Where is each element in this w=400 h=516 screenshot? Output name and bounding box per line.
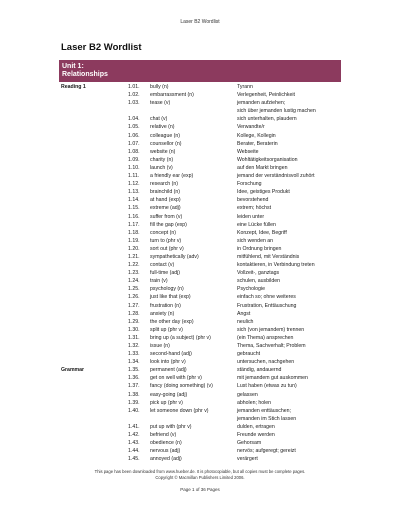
entry-number: 1.20.: [128, 245, 140, 252]
entry-number: 1.15.: [128, 205, 140, 212]
entry-number: 1.11.: [128, 173, 140, 180]
entry-translation: [237, 148, 259, 156]
entry-word: website (n): [150, 148, 176, 155]
entry-word: issue (n): [150, 343, 170, 349]
table-row: [0, 302, 400, 310]
entry-translation: [237, 318, 253, 326]
translation-line: mitfühlend, mit Verständnis: [237, 253, 300, 260]
entry-word: the other day (exp): [150, 318, 194, 325]
entry-word: frustration (n): [150, 302, 181, 309]
translation-line: kontaktieren, in Verbindung treten: [237, 262, 315, 269]
entry-translation: [237, 253, 299, 261]
table-row: [0, 374, 400, 382]
entry-translation: [237, 123, 265, 131]
entry-number: 1.07.: [128, 140, 140, 147]
entry-word: fancy (doing something) (v): [150, 383, 213, 390]
entry-translation: [237, 334, 293, 342]
entry-translation: [237, 382, 297, 390]
entry-number: 1.27.: [128, 302, 140, 309]
entry-translation: [237, 237, 273, 245]
document-title: Laser B2 Wordlist: [61, 42, 142, 53]
entry-number: 1.24.: [128, 278, 140, 285]
entry-word: tease (v): [150, 100, 171, 107]
entry-word: full-time (adj): [150, 270, 180, 277]
entry-word: suffer from (v): [150, 213, 183, 220]
entry-word: colleague (n): [150, 132, 180, 139]
entry-number: 1.25.: [128, 286, 140, 293]
entry-translation: [237, 391, 258, 399]
entry-word: sympathetically (adv): [150, 253, 199, 260]
translation-line: Thema, Sachverhalt; Problem: [237, 343, 306, 349]
entry-number: 1.17.: [128, 221, 140, 228]
entry-translation: [237, 140, 278, 148]
entry-translation: [237, 293, 296, 301]
entry-translation: [237, 156, 297, 164]
entry-word: embarrassment (n): [150, 92, 194, 99]
entry-number: 1.10.: [128, 164, 140, 171]
entry-number: 1.29.: [128, 318, 140, 325]
entry-translation: [237, 229, 287, 237]
entry-word: easy-going (adj): [150, 391, 188, 398]
translation-line: Vollzeit-, ganztags: [237, 270, 280, 277]
translation-line: verärgert: [237, 456, 258, 463]
table-row: [0, 318, 400, 326]
entry-number: 1.44.: [128, 448, 140, 455]
table-row: [0, 269, 400, 277]
entry-word: a friendly ear (exp): [150, 173, 194, 180]
translation-line: leiden unter: [237, 213, 265, 220]
translation-line: in Ordnung bringen: [237, 245, 282, 252]
unit-banner: [59, 60, 341, 82]
entry-translation: [237, 172, 315, 180]
section-label: Grammar: [61, 367, 85, 374]
entry-translation: [237, 188, 290, 196]
translation-line: mit jemandem gut auskommen: [237, 375, 308, 382]
entry-number: 1.14.: [128, 197, 140, 204]
translation-line: sich wenden an: [237, 237, 274, 244]
table-row: [0, 431, 400, 439]
entry-translation: [237, 196, 268, 204]
table-row: [0, 148, 400, 156]
table-row: [0, 180, 400, 188]
entry-translation: [237, 245, 281, 253]
unit-title: Relationships: [62, 71, 108, 78]
entry-word: let someone down (phr v): [150, 407, 209, 414]
entry-translation: [237, 83, 253, 91]
entry-number: 1.02.: [128, 92, 140, 99]
translation-line: jemanden im Stich lassen: [237, 415, 297, 422]
entry-translation: [237, 91, 295, 99]
table-row: [0, 156, 400, 164]
entry-word: just like that (exp): [150, 294, 191, 301]
entry-translation: [237, 366, 281, 374]
entry-number: 1.32.: [128, 343, 140, 349]
page-number: Page 1 of 36 Pages: [180, 487, 220, 492]
table-row: [0, 285, 400, 293]
table-row: [0, 188, 400, 196]
entry-number: 1.37.: [128, 383, 140, 390]
entry-translation: [237, 455, 258, 463]
entry-word: look into (phr v): [150, 359, 186, 366]
translation-line: abholen; holen: [237, 399, 272, 406]
unit-number: Unit 1:: [62, 63, 84, 70]
entry-number: 1.05.: [128, 124, 140, 131]
entry-translation: [237, 423, 275, 431]
translation-line: gebraucht: [237, 351, 261, 358]
entry-number: 1.43.: [128, 440, 140, 447]
entry-number: 1.22.: [128, 262, 140, 269]
entry-word: bully (n): [150, 84, 169, 90]
entry-word: bring up (a subject) (phr v): [150, 334, 211, 341]
entry-translation: [237, 285, 265, 293]
entry-number: 1.04.: [128, 116, 140, 123]
entry-word: charity (n): [150, 156, 174, 163]
entry-translation: [237, 261, 315, 269]
entry-translation: [237, 180, 262, 188]
entry-word: obedience (n): [150, 440, 182, 447]
translation-line: bevorstehend: [237, 197, 269, 204]
entry-word: fill the gap (exp): [150, 221, 187, 228]
translation-line: nervös; aufgeregt; gereizt: [237, 448, 296, 455]
entry-number: 1.03.: [128, 100, 140, 107]
entry-number: 1.23.: [128, 270, 140, 277]
table-row: [0, 447, 400, 455]
translation-line: gelassen: [237, 391, 258, 398]
translation-line: dulden, ertragen: [237, 423, 275, 430]
entry-word: counsellor (n): [150, 140, 182, 147]
translation-line: Psychologie: [237, 286, 265, 293]
translation-line: extrem; höchst: [237, 205, 272, 212]
footer-copyright: Copyright © Macmillan Publishers Limited 2006.: [155, 474, 245, 480]
entry-number: 1.39.: [128, 399, 140, 406]
table-row: [0, 342, 400, 350]
entry-translation: [237, 310, 250, 318]
entry-number: 1.06.: [128, 132, 140, 139]
table-row: [0, 229, 400, 237]
translation-line: jemanden enttäuschen;: [237, 407, 291, 414]
table-row: [0, 253, 400, 261]
wordlist-table: [0, 83, 400, 463]
table-row: [0, 245, 400, 253]
entry-translation: [237, 447, 296, 455]
entry-word: pick up (phr v): [150, 399, 183, 406]
entry-translation: [237, 326, 304, 334]
entry-word: extreme (adj): [150, 205, 181, 212]
translation-line: Gehorsam: [237, 440, 262, 447]
translation-line: Frustration, Enttäuschung: [237, 302, 297, 309]
translation-line: auf den Markt bringen: [237, 164, 288, 171]
entry-translation: [237, 439, 261, 447]
entry-word: brainchild (n): [150, 189, 180, 196]
translation-line: neulich: [237, 318, 254, 325]
translation-line: einfach so; ohne weiteres: [237, 294, 296, 301]
entry-number: 1.41.: [128, 423, 140, 430]
table-row: [0, 83, 400, 91]
table-row: [0, 123, 400, 131]
entry-word: launch (v): [150, 164, 173, 171]
entry-translation: [237, 302, 296, 310]
table-row: [0, 455, 400, 463]
entry-translation: [237, 342, 306, 350]
entry-translation: [237, 213, 264, 221]
entry-number: 1.08.: [128, 148, 140, 155]
running-header: Laser B2 Wordlist: [180, 19, 220, 25]
table-row: [0, 237, 400, 245]
entry-word: put up with (phr v): [150, 423, 192, 430]
section-label: Reading 1: [61, 84, 86, 90]
entry-number: 1.45.: [128, 456, 140, 463]
entry-word: contact (v): [150, 262, 175, 269]
footer-note: [0, 469, 400, 480]
entry-word: second-hand (adj): [150, 351, 192, 358]
entry-number: 1.12.: [128, 181, 140, 188]
translation-line: Webseite: [237, 148, 259, 155]
table-row: [0, 221, 400, 229]
entry-word: split up (phr v): [150, 326, 183, 333]
translation-line: sich unterhalten, plaudern: [237, 116, 297, 123]
entry-number: 1.21.: [128, 253, 140, 260]
entry-number: 1.42.: [128, 432, 140, 439]
translation-line: Verwandte/r: [237, 124, 265, 131]
entry-number: 1.16.: [128, 213, 140, 220]
table-row: [0, 366, 400, 374]
entry-translation: [237, 407, 296, 423]
entry-word: train (v): [150, 278, 168, 285]
entry-word: befriend (v): [150, 432, 177, 439]
entry-word: annoyed (adj): [150, 456, 182, 463]
table-row: [0, 277, 400, 285]
entry-number: 1.34.: [128, 359, 140, 366]
footer-download-note: This page has been downloaded from www.hueber.de. It is photocopiable, but all copies must be complete pages.: [94, 469, 306, 474]
table-row: [0, 91, 400, 99]
entry-number: 1.26.: [128, 294, 140, 301]
translation-line: schulen, ausbilden: [237, 278, 280, 285]
table-row: [0, 261, 400, 269]
translation-line: Berater, Beraterin: [237, 140, 278, 147]
entry-number: 1.40.: [128, 407, 140, 414]
entry-translation: [237, 221, 276, 229]
table-row: [0, 196, 400, 204]
entry-number: 1.38.: [128, 391, 140, 398]
entry-translation: [237, 358, 294, 366]
entry-number: 1.30.: [128, 326, 140, 333]
entry-word: get on well with (phr v): [150, 375, 202, 382]
translation-line: sich (von jemandem) trennen: [237, 326, 305, 333]
entry-word: turn to (phr v): [150, 237, 182, 244]
entry-translation: [237, 99, 316, 115]
translation-line: (ein Thema) ansprechen: [237, 334, 294, 341]
table-row: [0, 172, 400, 180]
table-row: [0, 423, 400, 431]
entry-number: 1.18.: [128, 229, 140, 236]
translation-line: Idee, geistiges Produkt: [237, 189, 290, 196]
entry-word: permanent (adj): [150, 367, 187, 374]
translation-line: ständig, andauernd: [237, 367, 282, 374]
table-row: [0, 350, 400, 358]
table-row: [0, 204, 400, 212]
entry-word: nervous (adj): [150, 448, 181, 455]
entry-translation: [237, 115, 297, 123]
translation-line: Verlegenheit, Peinlichkeit: [237, 92, 295, 99]
table-row: [0, 399, 400, 407]
entry-word: chat (v): [150, 116, 168, 123]
entry-number: 1.31.: [128, 334, 140, 341]
translation-line: Kollege, Kollegin: [237, 132, 276, 139]
translation-line: Wohltätigkeitsorganisation: [237, 156, 298, 163]
table-row: [0, 382, 400, 390]
entry-number: 1.36.: [128, 375, 140, 382]
translation-line: Freunde werden: [237, 432, 275, 439]
table-row: [0, 310, 400, 318]
translation-line: eine Lücke füllen: [237, 221, 276, 228]
entry-word: relative (n): [150, 124, 175, 131]
translation-line: Konzept, Idee, Begriff: [237, 229, 287, 236]
entry-word: sort out (phr v): [150, 245, 184, 252]
entry-translation: [237, 350, 260, 358]
table-row: [0, 407, 400, 423]
table-row: [0, 115, 400, 123]
entry-number: 1.01.: [128, 84, 140, 90]
entry-word: psychology (n): [150, 286, 184, 293]
translation-line: jemanden aufziehen;: [237, 100, 286, 107]
entry-word: concept (n): [150, 229, 176, 236]
table-row: [0, 326, 400, 334]
table-row: [0, 439, 400, 447]
entry-translation: [237, 204, 271, 212]
entry-word: anxiety (n): [150, 310, 175, 317]
table-row: [0, 213, 400, 221]
table-row: [0, 293, 400, 301]
entry-number: 1.13.: [128, 189, 140, 196]
entry-number: 1.19.: [128, 237, 140, 244]
entry-translation: [237, 277, 280, 285]
translation-line: Forschung: [237, 181, 262, 188]
entry-number: 1.35.: [128, 367, 140, 374]
translation-line: Lust haben (etwas zu tun): [237, 383, 297, 390]
entry-number: 1.09.: [128, 156, 140, 163]
entry-word: research (n): [150, 181, 178, 188]
entry-translation: [237, 269, 279, 277]
entry-translation: [237, 399, 271, 407]
entry-translation: [237, 164, 287, 172]
translation-line: sich über jemanden lustig machen: [237, 108, 316, 115]
table-row: [0, 164, 400, 172]
translation-line: untersuchen, nachgehen: [237, 359, 295, 366]
entry-translation: [237, 374, 308, 382]
table-row: [0, 99, 400, 115]
entry-number: 1.33.: [128, 351, 140, 358]
entry-translation: [237, 431, 275, 439]
entry-number: 1.28.: [128, 310, 140, 317]
table-row: [0, 391, 400, 399]
entry-word: at hand (exp): [150, 197, 181, 204]
translation-line: Angst: [237, 310, 251, 317]
table-row: [0, 132, 400, 140]
translation-line: Tyrann: [237, 84, 253, 90]
table-row: [0, 140, 400, 148]
table-row: [0, 358, 400, 366]
translation-line: jemand der verständnisvoll zuhört: [237, 173, 315, 180]
entry-translation: [237, 132, 276, 140]
table-row: [0, 334, 400, 342]
